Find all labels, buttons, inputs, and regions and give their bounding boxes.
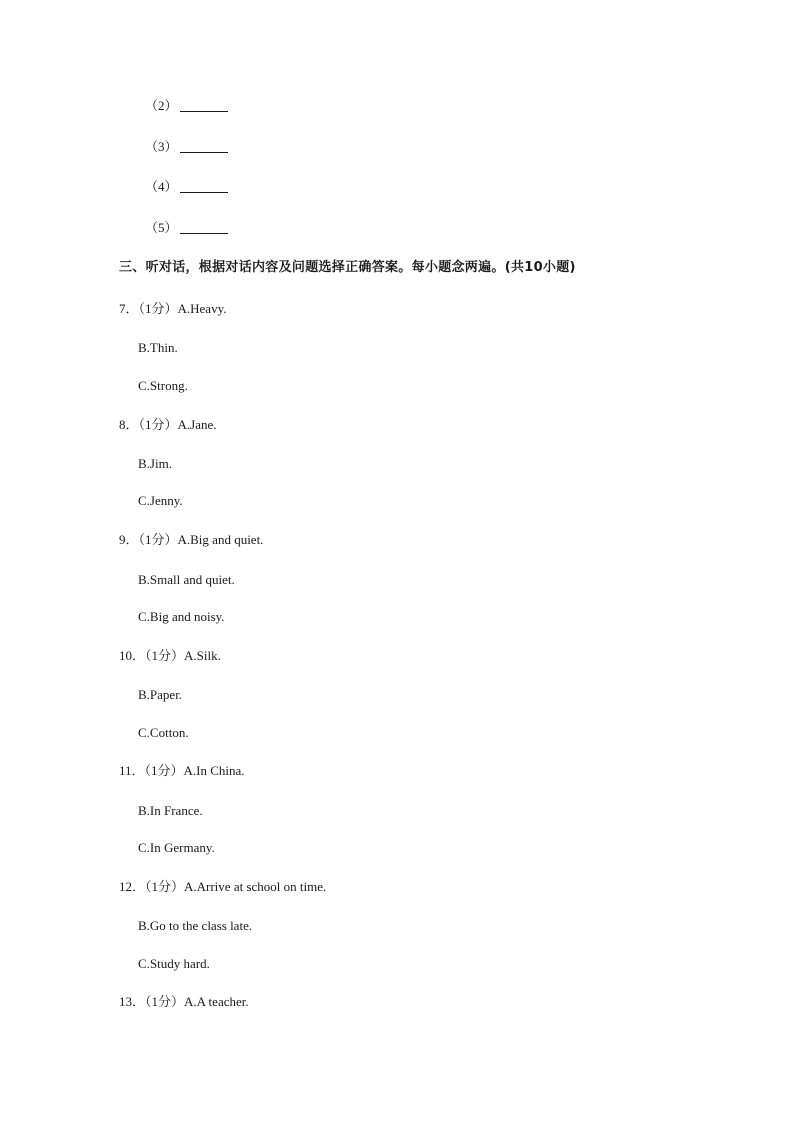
option-8-b: B.Jim.	[138, 456, 172, 471]
question-stem-12: 12．（1分）A.Arrive at school on time.	[119, 879, 327, 894]
blank-label: （4）	[145, 179, 178, 194]
option-7-b: B.Thin.	[138, 340, 178, 355]
option-11-c: C.In Germany.	[138, 840, 215, 855]
option-12-c: C.Study hard.	[138, 956, 210, 971]
option-10-c: C.Cotton.	[138, 725, 189, 740]
answer-blank-line[interactable]	[180, 221, 228, 234]
question-stem-8: 8．（1分）A.Jane.	[119, 417, 217, 432]
question-stem-9: 9．（1分）A.Big and quiet.	[119, 532, 264, 547]
option-9-c: C.Big and noisy.	[138, 609, 225, 624]
answer-blank-line[interactable]	[180, 99, 228, 112]
answer-blank-line[interactable]	[180, 180, 228, 193]
blank-item-2	[145, 98, 228, 114]
option-12-b: B.Go to the class late.	[138, 918, 253, 933]
option-7-c: C.Strong.	[138, 378, 188, 393]
blank-item-3	[145, 139, 228, 155]
answer-blank-line[interactable]	[180, 140, 228, 153]
question-stem-7: 7．（1分）A.Heavy.	[119, 301, 227, 316]
option-8-c: C.Jenny.	[138, 493, 183, 508]
blank-item-4	[145, 179, 228, 195]
question-stem-11: 11．（1分）A.In China.	[119, 763, 245, 778]
blank-label: （2）	[145, 98, 178, 113]
blank-label: （3）	[145, 139, 178, 154]
option-10-b: B.Paper.	[138, 687, 183, 702]
question-stem-10: 10．（1分）A.Silk.	[119, 648, 221, 663]
blank-label: （5）	[145, 220, 178, 235]
option-9-b: B.Small and quiet.	[138, 572, 235, 587]
question-stem-13: 13．（1分）A.A teacher.	[119, 994, 249, 1009]
blank-item-5	[145, 220, 228, 236]
option-11-b: B.In France.	[138, 803, 203, 818]
section-heading: 三、听对话，根据对话内容及问题选择正确答案。每小题念两遍。(共10小题)	[119, 260, 576, 275]
